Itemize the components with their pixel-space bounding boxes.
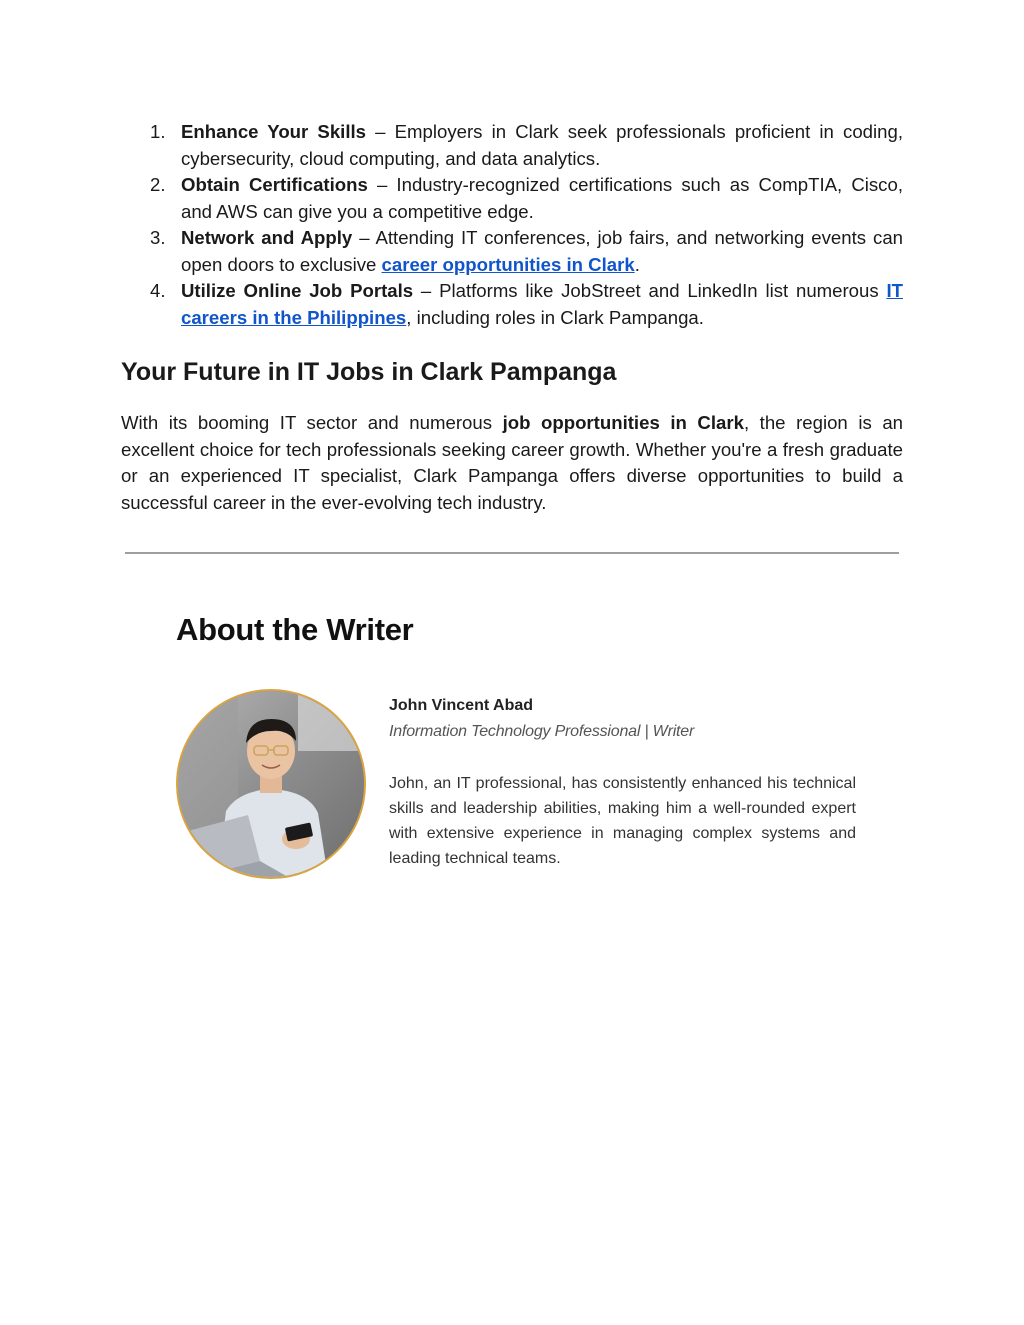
list-number: 2. <box>150 174 166 195</box>
writer-name: John Vincent Abad <box>389 697 534 714</box>
it-careers-link[interactable]: IT careers in the Philippines <box>181 280 903 328</box>
item-title: Network and Apply <box>181 227 353 248</box>
item-text: – Platforms like JobStreet and LinkedIn list numerous <box>413 280 887 301</box>
item-title: Enhance Your Skills <box>181 121 366 142</box>
item-text-end: . <box>634 253 640 275</box>
item-text-end: , including roles in Clark Pampanga. <box>406 306 704 328</box>
about-title: About the Writer <box>176 612 414 647</box>
item-title: Utilize Online Job Portals <box>181 280 414 301</box>
list-item <box>121 225 903 278</box>
item-text: – Attending IT conferences, job fairs, and networking events can open doors to exclusive <box>181 227 903 275</box>
writer-bio: John, an IT professional, has consistently enhanced his technical skills and leadership abilities, making him a well-rounded expert with extensive experience in managing complex systems and leading technical teams. <box>389 775 856 867</box>
writer-role: Information Technology Professional | Writer <box>389 723 695 740</box>
list-number: 3. <box>150 227 166 248</box>
horizontal-divider <box>125 552 899 554</box>
tips-list <box>121 119 903 331</box>
item-text: – Industry-recognized certifications such as CompTIA, Cisco, and AWS can give you a competitive edge. <box>181 174 903 222</box>
section-paragraph <box>121 410 903 516</box>
section-heading: Your Future in IT Jobs in Clark Pampanga <box>121 358 617 386</box>
para-bold: job opportunities in Clark <box>502 412 744 433</box>
list-number: 4. <box>150 280 166 301</box>
list-item <box>121 278 903 331</box>
list-item <box>121 172 903 225</box>
writer-avatar <box>176 689 366 879</box>
list-number: 1. <box>150 121 166 142</box>
list-item <box>121 119 903 172</box>
person-photo-icon <box>178 691 364 877</box>
career-opportunities-link[interactable]: career opportunities in Clark <box>381 253 635 275</box>
item-title: Obtain Certifications <box>181 174 368 195</box>
para-text-end: , the region is an excellent choice for tech professionals seeking career growth. Whether you're a fresh graduate or an experienced IT specialist, Clark Pampanga offers diverse opportunities to build a successful career in the ever-evolving tech industry. <box>121 412 904 513</box>
para-text: With its booming IT sector and numerous <box>121 412 503 433</box>
item-text: – Employers in Clark seek professionals proficient in coding, cybersecurity, cloud computing, and data analytics. <box>181 121 903 169</box>
